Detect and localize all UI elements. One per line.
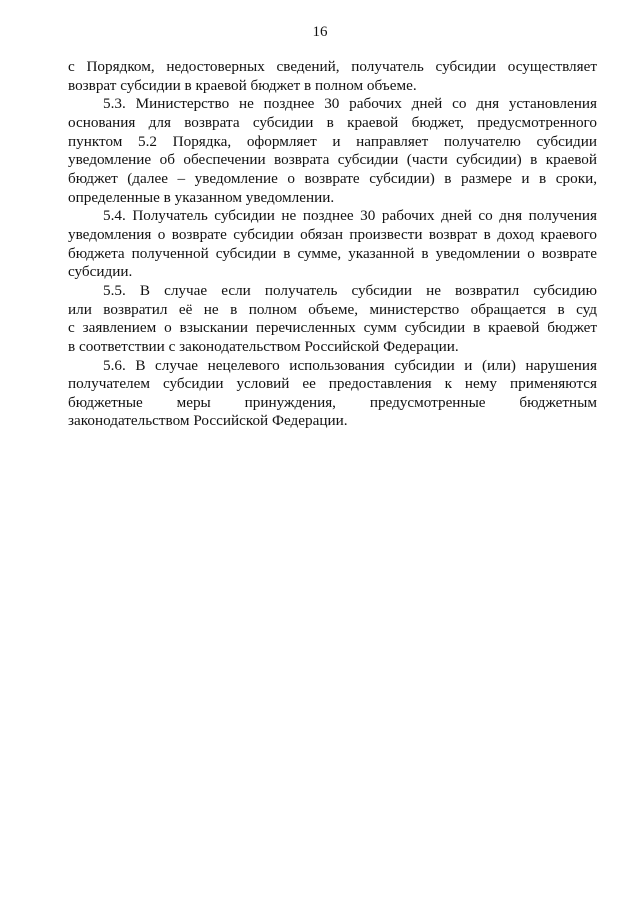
paragraph bbox=[68, 207, 597, 282]
text-line: бюджета полученной субсидии в сумме, указанной в уведомлении о возврате bbox=[68, 244, 597, 262]
text-line: 5.6. В случае нецелевого использования субсидии и (или) нарушения bbox=[103, 356, 597, 374]
text-line: определенные в указанном уведомлении. bbox=[68, 188, 335, 206]
text-line: 5.3. Министерство не позднее 30 рабочих дней со дня установления bbox=[103, 95, 597, 113]
paragraph bbox=[68, 58, 597, 95]
text-line: 5.4. Получатель субсидии не позднее 30 рабочих дней со дня получения bbox=[103, 207, 597, 225]
text-line: бюджетные меры принуждения, предусмотренные бюджетным bbox=[68, 393, 597, 411]
text-line: возврат субсидии в краевой бюджет в полном объеме. bbox=[68, 76, 417, 94]
text-line: получателем субсидии условий ее предоставления к нему применяются bbox=[68, 375, 597, 393]
text-line: субсидии. bbox=[68, 263, 133, 281]
text-line: бюджет (далее – уведомление о возврате субсидии) в размере и в сроки, bbox=[68, 169, 597, 187]
page-number: 16 bbox=[312, 24, 328, 40]
text-line: с Порядком, недостоверных сведений, получатель субсидии осуществляет bbox=[68, 58, 597, 75]
text-line: с заявлением о взыскании перечисленных сумм субсидии в краевой бюджет bbox=[68, 319, 597, 337]
text-line: 5.5. В случае если получатель субсидии не возвратил субсидию bbox=[103, 281, 597, 299]
text-line: пунктом 5.2 Порядка, оформляет и направляет получателю субсидии bbox=[68, 132, 597, 150]
text-line: уведомление об обеспечении возврата субсидии (части субсидии) в краевой bbox=[68, 151, 597, 169]
paragraph bbox=[68, 357, 597, 432]
document-body bbox=[68, 58, 597, 431]
text-line: в соответствии с законодательством Российской Федерации. bbox=[68, 337, 459, 355]
text-line: законодательством Российской Федерации. bbox=[68, 412, 348, 430]
paragraph bbox=[68, 95, 597, 207]
text-line: уведомления о возврате субсидии обязан произвести возврат в доход краевого bbox=[68, 225, 597, 243]
text-line: основания для возврата субсидии в краевой бюджет, предусмотренного bbox=[68, 113, 597, 131]
paragraph bbox=[68, 282, 597, 357]
text-line: или возвратил её не в полном объеме, министерство обращается в суд bbox=[68, 300, 597, 318]
